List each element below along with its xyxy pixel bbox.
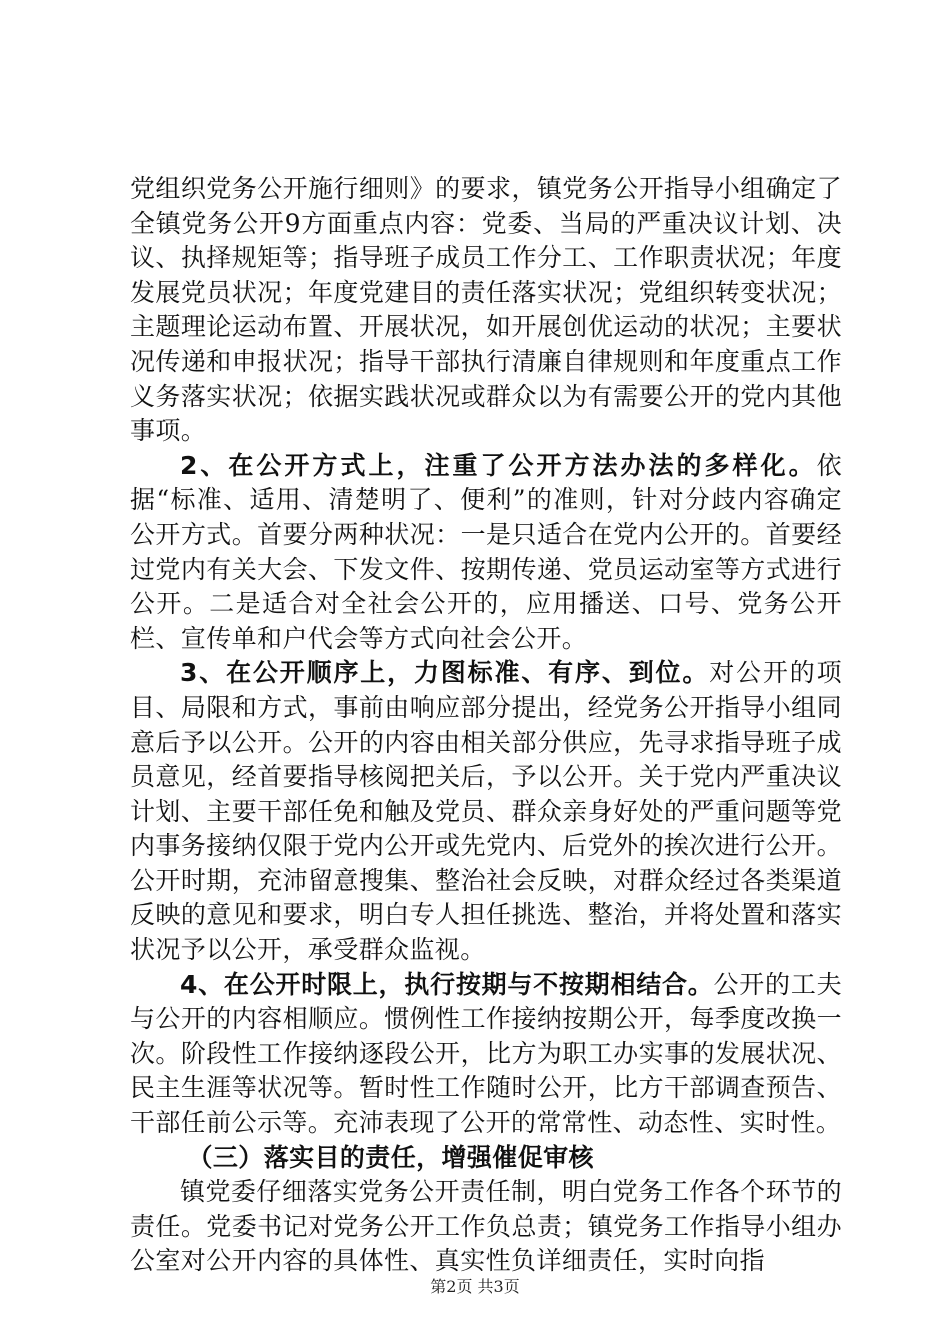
paragraph-lead: 4、在公开时限上，执行按期与不按期相结合。 — [180, 969, 714, 999]
document-body — [130, 172, 842, 1279]
paragraph-text: 对公开的项目、局限和方式，事前由响应部分提出，经党务公开指导小组同意后予以公开。公开的内容由相关部分供应，先寻求指导班子成员意见，经首要指导核阅把关后，予以公开。关于党内严重决议计划、主要干部任免和触及党员、群众亲身好处的严重问题等党内事务接纳仅限于党内公开或先党内、后党外的挨次进行公开。公开时期，充沛留意搜集、整治社会反映，对群众经过各类渠道反映的意见和要求，明白专人担任挑选、整治，并将处置和落实状况予以公开，承受群众监视。 — [130, 658, 842, 965]
paragraph-item-2 — [130, 449, 842, 657]
section-subheading: （三）落实目的责任，增强催促审核 — [187, 1142, 594, 1172]
paragraph-final — [130, 1175, 842, 1279]
page-footer — [0, 1274, 950, 1297]
paragraph-item-3 — [130, 656, 842, 967]
paragraph-text: 依据“标准、适用、清楚明了、便利”的准则，针对分歧内容确定公开方式。首要分两种状况：一是只适合在党内公开的。首要经过党内有关大会、下发文件、按期传递、党员运动室等方式进行公开。二是适合对全社会公开的，应用播送、口号、党务公开栏、宣传单和户代会等方式向社会公开。 — [130, 450, 842, 653]
paragraph-lead: 2、在公开方式上，注重了公开方法办法的多样化。 — [180, 450, 817, 480]
paragraph-lead: 3、在公开顺序上，力图标准、有序、到位。 — [180, 658, 710, 688]
paragraph-text: 镇党委仔细落实党务公开责任制，明白党务工作各个环节的责任。党委书记对党务公开工作负总责；镇党务工作指导小组办公室对公开内容的具体性、真实性负详细责任，实时向指 — [130, 1177, 842, 1276]
paragraph-continuation — [130, 172, 842, 449]
paragraph-item-4 — [130, 968, 842, 1141]
paragraph-text: 公开的工夫与公开的内容相顺应。惯例性工作接纳按期公开，每季度改换一次。阶段性工作接纳逐段公开，比方为职工办实事的发展状况、民主生涯等状况等。暂时性工作随时公开，比方干部调查预告、干部任前公示等。充沛表现了公开的常常性、动态性、实时性。 — [130, 969, 842, 1138]
page-number-label: 第2页 共3页 — [430, 1277, 520, 1296]
paragraph-text: 党组织党务公开施行细则》的要求，镇党务公开指导小组确定了全镇党务公开9方面重点内容：党委、当局的严重决议计划、决议、执择规矩等；指导班子成员工作分工、工作职责状况；年度发展党员状况；年度党建目的责任落实状况；党组织转变状况；主题理论运动布置、开展状况，如开展创优运动的状况；主要状况传递和申报状况；指导干部执行清廉自律规则和年度重点工作义务落实状况；依据实践状况或群众以为有需要公开的党内其他事项。 — [130, 174, 842, 446]
